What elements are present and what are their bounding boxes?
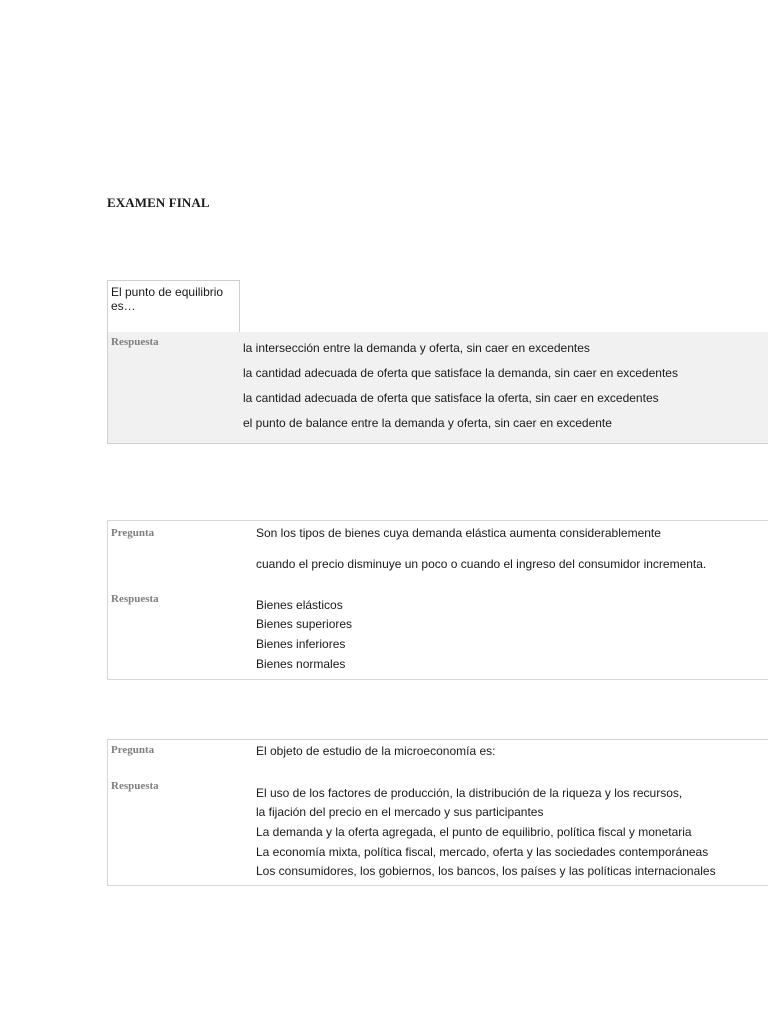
question-1-text: El punto de equilibrio es… (111, 285, 224, 313)
answer-option-3: La economía mixta, política fiscal, mercado, oferta y las sociedades contemporáneas (256, 845, 709, 859)
question-label: Pregunta (111, 744, 155, 756)
answer-label: Respuesta (111, 780, 159, 792)
answer-option-1: la intersección entre la demanda y oferta, sin caer en excedentes (243, 341, 590, 355)
answer-option-3: Bienes inferiores (256, 637, 346, 651)
answer-label: Respuesta (111, 593, 159, 605)
answer-option-1-line-2: la fijación del precio en el mercado y sus participantes (256, 805, 544, 819)
answer-option-1: Bienes elásticos (256, 598, 343, 612)
answer-option-2: la cantidad adecuada de oferta que satisface la demanda, sin caer en excedentes (243, 366, 678, 380)
answer-option-2: La demanda y la oferta agregada, el punto de equilibrio, política fiscal y monetaria (256, 825, 692, 839)
question-2-line-2: cuando el precio disminuye un poco o cuando el ingreso del consumidor incrementa. (256, 557, 707, 571)
question-1-box (107, 280, 240, 332)
answer-label: Respuesta (111, 336, 159, 348)
question-2-line-1: Son los tipos de bienes cuya demanda elástica aumenta considerablemente (256, 526, 661, 540)
answer-option-4: el punto de balance entre la demanda y oferta, sin caer en excedente (243, 416, 612, 430)
question-label: Pregunta (111, 527, 155, 539)
question-1-answers (107, 332, 768, 444)
answer-option-3: la cantidad adecuada de oferta que satisface la oferta, sin caer en excedentes (243, 391, 659, 405)
question-3-text: El objeto de estudio de la microeconomía es: (256, 744, 496, 758)
answer-option-2: Bienes superiores (256, 617, 353, 631)
answer-option-4: Los consumidores, los gobiernos, los bancos, los países y las políticas internacionales (256, 864, 716, 878)
page-title: EXAMEN FINAL (107, 195, 210, 210)
question-3-box (107, 739, 768, 886)
answer-option-1-line-1: El uso de los factores de producción, la distribución de la riqueza y los recursos, (256, 786, 683, 800)
answer-option-4: Bienes normales (256, 657, 346, 671)
question-2-box (107, 520, 768, 680)
